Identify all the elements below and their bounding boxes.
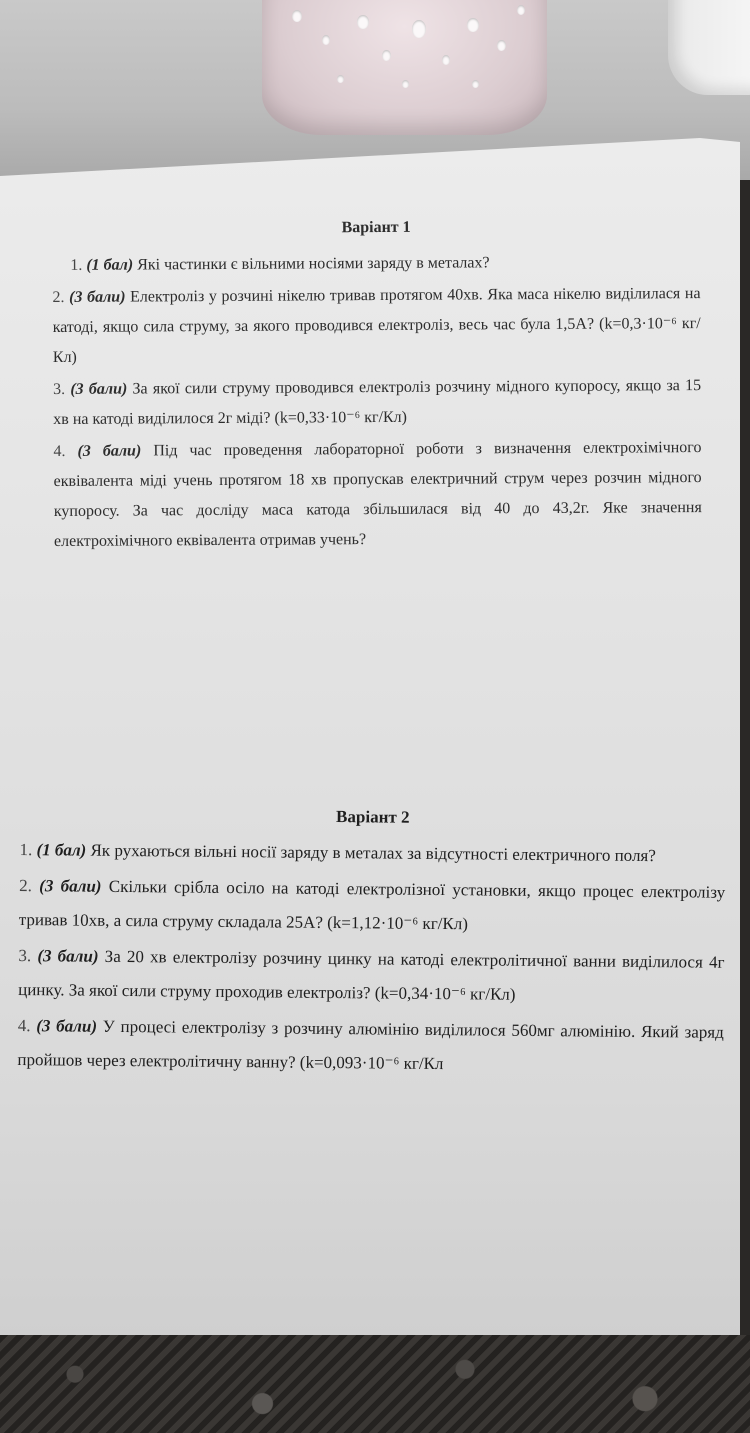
question-points: (3 бали): [36, 1016, 98, 1036]
question-points: (3 бали): [37, 946, 99, 966]
question-number: 4.: [53, 442, 66, 460]
variant-1-section: [52, 211, 702, 559]
question-points: (3 бали): [39, 876, 102, 896]
question-3: [53, 371, 701, 435]
question-points: (1 бал): [36, 840, 87, 860]
question-number: 3.: [18, 945, 32, 966]
question-text: Скільки срібла осіло на катоді електролізної установки, якщо процес електролізу тривав 10хв, а сила струму складала 25А? (k=1,12·10⁻⁶ кг/Кл): [18, 876, 726, 934]
vase-hole: [337, 75, 344, 83]
question-2: [19, 869, 726, 944]
vase-hole: [357, 15, 369, 29]
decorative-vase: [262, 0, 547, 135]
question-1: [19, 833, 725, 874]
variant-1-heading: Варіант 1: [341, 218, 411, 237]
question-4: [17, 1009, 724, 1084]
question-text: За 20 хв електролізу розчину цинку на катоді електролітичної ванни виділилося 4г цинку. За якої сили струму проходив електроліз? (k=0,34·10⁻⁶ кг/Кл): [18, 946, 725, 1004]
question-text: Як рухаються вільні носії заряду в металах за відсутності електричного поля?: [90, 840, 656, 866]
question-points: (3 бали): [69, 288, 126, 306]
question-points: (1 бал): [86, 256, 134, 274]
vase-hole: [402, 80, 409, 88]
question-1: [52, 247, 700, 281]
question-number: 4.: [17, 1015, 31, 1036]
vase-hole: [322, 35, 330, 45]
question-number: 1.: [70, 256, 83, 274]
question-text: У процесі електролізу з розчину алюмінію виділилося 560мг алюмінію. Який заряд пройшов через електролітичну ванну? (k=0,093·10⁻⁶ кг/Кл: [17, 1016, 724, 1074]
question-text: Які частинки є вільними носіями заряду в металах?: [137, 254, 490, 274]
vase-hole: [497, 40, 506, 51]
vase-hole: [517, 5, 525, 15]
question-text: Під час проведення лабораторної роботи з визначення електрохімічного еквівалента міді учень протягом 18 хв пропускав електричний струм через розчин мідного купоросу. За час досліду маса катода збільшилася від 40 до 43,2г. Яке значення електрохімічного еквівалента отримав учень?: [53, 439, 702, 550]
vase-hole: [292, 10, 302, 22]
question-text: За якої сили струму проводився електроліз розчину мідного купоросу, якщо за 15 хв на катоді виділилося 2г міді? (k=0,33·10⁻⁶ кг/Кл): [53, 377, 702, 428]
vase-hole: [472, 80, 479, 88]
vase-hole: [382, 50, 391, 61]
question-2: [52, 279, 701, 373]
question-text: Електроліз у розчині нікелю тривав протягом 40хв. Яка маса нікелю виділилася на катоді, якщо сила струму, за якого проводився електроліз, весь час була 1,5А? (k=0,3·10⁻⁶ кг/Кл): [52, 285, 701, 366]
rug-background: [0, 1335, 750, 1433]
decorative-mug: [668, 0, 750, 95]
variant-2-section: [17, 797, 726, 1086]
vase-hole: [442, 55, 450, 65]
question-points: (3 бали): [77, 442, 142, 460]
question-number: 3.: [53, 380, 66, 398]
question-number: 1.: [19, 839, 33, 860]
variant-2-heading: Варіант 2: [336, 807, 410, 827]
question-number: 2.: [52, 288, 65, 306]
question-4: [53, 433, 702, 557]
question-3: [18, 939, 725, 1014]
question-points: (3 бали): [70, 380, 128, 398]
vase-hole: [467, 18, 479, 32]
vase-hole: [412, 20, 426, 38]
question-number: 2.: [19, 875, 32, 896]
